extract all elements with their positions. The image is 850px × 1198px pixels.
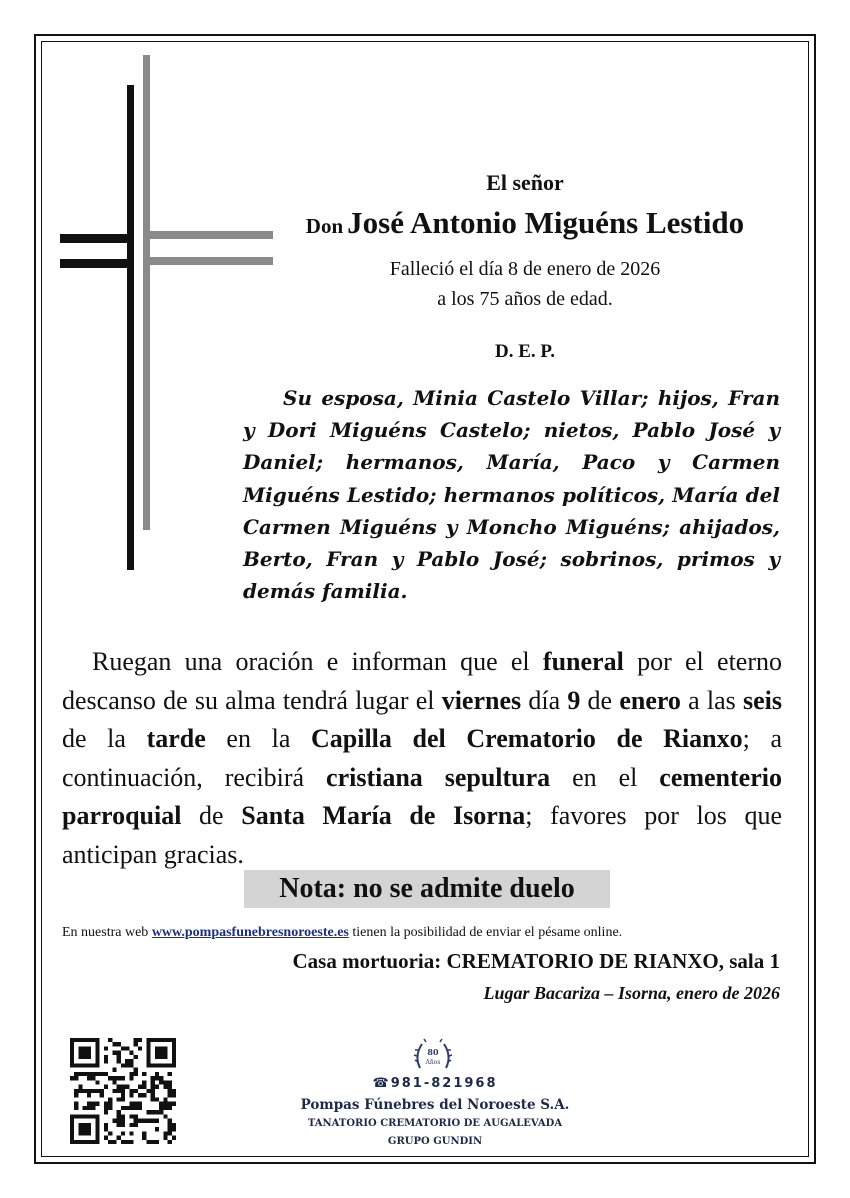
funeral-text-run: seis [743,685,783,715]
funeral-text-run: de la [62,724,147,753]
honorific: Don [305,214,344,238]
funeral-text-run: Ruegan una oración e informan que el [92,647,543,676]
funeral-text-run: ; a continuación, recibirá [62,724,783,792]
note-banner: Nota: no se admite duelo [244,870,610,908]
casa-mortuoria: Casa mortuoria: CREMATORIO DE RIANXO, sala 1 [292,949,780,973]
company-name: Pompas Fúnebres del Noroeste S.A. [300,1097,570,1113]
funeral-text-run: viernes [441,685,522,715]
funeral-text-run: 9 [567,685,581,715]
funeral-text-run: día [521,685,568,715]
funeral-text-run: cementerio parroquial [62,762,782,830]
web-prefix: En nuestra web [62,925,152,940]
age-line: a los 75 años de edad. [437,288,613,310]
web-line [62,925,782,941]
death-date: Falleció el día 8 de enero de 2026 [389,258,661,280]
funeral-text-run: ; favores por los que anticipan gracias. [62,801,783,869]
funeral-text-run: por el eterno descanso de su alma tendrá lugar el [62,647,782,715]
family-paragraph: Su esposa, Minia Castelo Villar; hijos, Fran y Dori Miguéns Castelo; nietos, Pablo José y Daniel; hermanos, María, Paco y Carmen Miguéns Lestido; hermanos políticos, María del Carmen Miguéns y Moncho Miguéns; ahijados, Berto, Fran y Pablo José; sobrinos, primos y demás familia. [243,386,780,604]
phone-number[interactable]: ☎981-821968 [372,1076,498,1091]
tanatorio-name: TANATORIO CREMATORIO DE AUGALEVADA [307,1118,563,1129]
full-name: José Antonio Miguéns Lestido [347,205,745,240]
anniversary-emblem-icon [412,1038,454,1074]
qr-code-icon[interactable] [70,1038,176,1144]
funeral-text-run: cristiana sepultura [326,762,551,792]
funeral-text-run: a las [680,685,744,715]
funeral-text-run: Capilla del Crematorio de Rianxo [311,724,743,753]
dep-line: D. E. P. [494,341,555,362]
title-line: El señor [486,170,564,195]
funeral-text-run: Santa María de Isorna [241,801,526,830]
place-date: Lugar Bacariza – Isorna, enero de 2026 [483,983,780,1003]
funeral-text-run: funeral [542,647,624,676]
funeral-text-run: enero [619,685,681,715]
funeral-text-run: de [181,801,242,830]
funeral-text-run: en el [550,762,660,792]
svg-text:Años: Años [425,1059,441,1066]
funeral-text-run: de [580,685,620,715]
web-suffix: tienen la posibilidad de enviar el pésame online. [348,925,623,940]
funeral-text-run: tarde [146,724,206,753]
funeral-text-run: en la [205,724,311,753]
group-name: GRUPO GUNDIN [387,1136,483,1147]
web-link[interactable]: www.pompasfunebresnoroeste.es [151,925,349,940]
deceased-name [230,205,820,241]
funeral-paragraph [62,643,782,874]
svg-text:80: 80 [427,1047,439,1057]
